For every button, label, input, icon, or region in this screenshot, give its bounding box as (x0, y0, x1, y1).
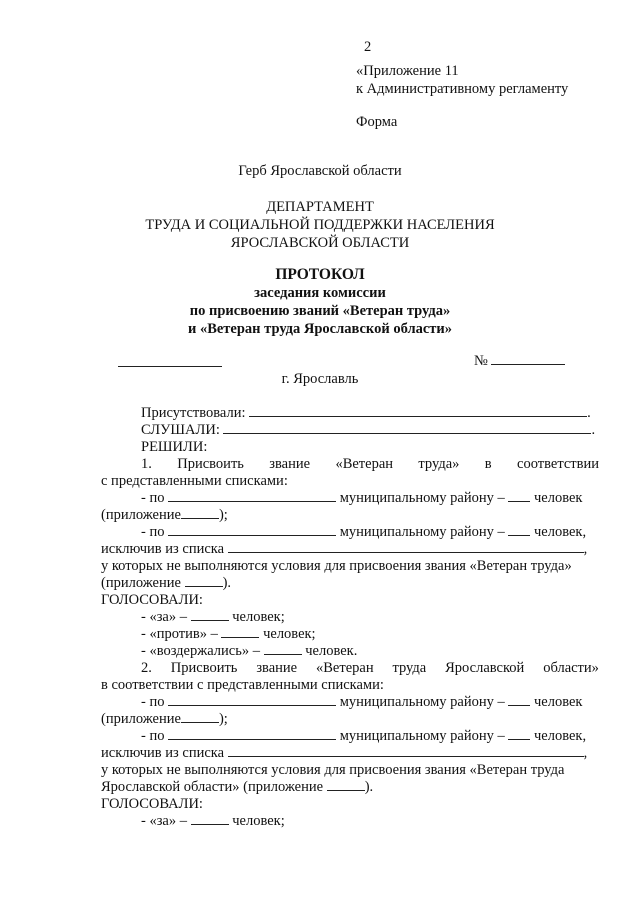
item2-excluding-label: исключив из списка (101, 745, 225, 761)
item1-excluding-field (228, 540, 584, 553)
item2-conditions: у которых не выполняются условия для присвоения звания «Ветеран труда (101, 762, 565, 778)
item1-num: 1. (141, 456, 152, 472)
department-line-2: ТРУДА И СОЦИАЛЬНОЙ ПОДДЕРЖКИ НАСЕЛЕНИЯ (145, 217, 495, 233)
item2-word6: области» (543, 660, 599, 676)
voted1-abstain-field (264, 642, 302, 655)
voted1-against-row (141, 625, 316, 643)
emblem-caption: Герб Ярославской области (238, 163, 402, 179)
voted2-for-field (191, 812, 229, 825)
item2-district2-row (141, 727, 586, 745)
voted1-against-field (221, 625, 259, 638)
protocol-number (474, 352, 565, 370)
voted2-title: ГОЛОСОВАЛИ: (101, 796, 203, 812)
voted1-abstain-people: человек. (305, 643, 358, 659)
protocol-subtitle-3: и «Ветеран труда Ярославской области» (187, 321, 453, 337)
item2-district2-label: муниципальному району – (339, 728, 505, 744)
item1-district2-row (141, 523, 586, 541)
item1-word3: «Ветеран (335, 456, 394, 472)
item1-people1-field (508, 489, 530, 502)
attachment-line-2: к Административному регламенту (356, 81, 569, 97)
item1-district1-row (141, 489, 582, 507)
protocol-subtitle-2: по присвоению званий «Ветеран труда» (189, 303, 451, 319)
voted1-abstain-label: - «воздержались» – (141, 643, 260, 659)
item2-people1-label: человек (533, 694, 583, 710)
item1-district1-label: муниципальному району – (339, 490, 505, 506)
item2-word2: звание (256, 660, 298, 676)
item1-people2-field (508, 523, 530, 536)
item1-appendix-row (101, 506, 228, 524)
item2-people2-field (508, 727, 530, 740)
item2-district1-label: муниципальному району – (339, 694, 505, 710)
voted1-for-row (141, 608, 285, 626)
item2-appendix-open: (приложение (101, 711, 181, 727)
heard-field (223, 421, 591, 434)
item1-appendix-field (181, 506, 219, 519)
item1-word1: Присвоить (177, 456, 244, 472)
item2-people1-field (508, 693, 530, 706)
item2-word1: Присвоить (170, 660, 238, 676)
item2-district2-field (168, 727, 336, 740)
item2-excluding-row: исключив из списка , (101, 745, 588, 761)
page-number: 2 (364, 39, 372, 55)
attachment-line-1: «Приложение 11 (356, 63, 459, 79)
item2-line1 (141, 659, 599, 677)
item2-conditions-row2 (101, 778, 373, 796)
item2-appendix-row (101, 710, 228, 728)
item2-conditions2-open: Ярославской области» (приложение (101, 779, 324, 795)
voted1-against-people: человек; (263, 626, 316, 642)
form-label: Форма (356, 114, 398, 130)
present-field (249, 404, 587, 417)
item2-word5: Ярославской (445, 660, 525, 676)
voted2-for-people: человек; (232, 813, 285, 829)
voted1-against-label: - «против» – (141, 626, 218, 642)
item1-district2-field (168, 523, 336, 536)
item1-people2-label: человек, (533, 524, 587, 540)
item1-district2-label: муниципальному району – (339, 524, 505, 540)
item2-district1-field (168, 693, 336, 706)
heard-label: СЛУШАЛИ: (141, 422, 220, 438)
item1-conditions: у которых не выполняются условия для присвоения звания «Ветеран труда» (101, 558, 572, 574)
voted1-for-people: человек; (232, 609, 285, 625)
number-field (491, 352, 565, 365)
item1-by2: - по (141, 524, 165, 540)
item2-line2: в соответствии с представленными списками: (101, 677, 384, 693)
item1-people1-label: человек (533, 490, 583, 506)
heard-row: СЛУШАЛИ: . (141, 422, 596, 438)
item1-appendix2-open: (приложение (101, 575, 181, 591)
item1-word2: звание (269, 456, 311, 472)
decided-label: РЕШИЛИ: (141, 439, 208, 455)
voted2-for-label: - «за» – (141, 813, 187, 829)
item1-excluding-row: исключив из списка , (101, 541, 588, 557)
department-line-3: ЯРОСЛАВСКОЙ ОБЛАСТИ (230, 235, 410, 251)
item1-appendix-close: ); (218, 507, 228, 523)
item1-word5: в (484, 456, 492, 472)
department-line-1: ДЕПАРТАМЕНТ (266, 199, 374, 215)
item2-word4: труда (392, 660, 427, 676)
item2-appendix-close: ); (218, 711, 228, 727)
voted1-abstain-row (141, 642, 357, 660)
item1-appendix2-field (185, 574, 223, 587)
item2-conditions2-close: ). (364, 779, 374, 795)
item1-by1: - по (141, 490, 165, 506)
item1-appendix-open: (приложение (101, 507, 181, 523)
item2-num: 2. (141, 660, 152, 676)
present-row: Присутствовали: . (141, 405, 591, 421)
item2-appendix-field (181, 710, 219, 723)
number-sign: № (474, 353, 488, 369)
present-label: Присутствовали: (141, 405, 246, 421)
item1-line2: с представленными списками: (101, 473, 288, 489)
city: г. Ярославль (281, 371, 359, 387)
item1-appendix2-row (101, 574, 231, 592)
voted2-for-row (141, 812, 285, 830)
protocol-subtitle-1: заседания комиссии (254, 285, 386, 301)
voted1-for-label: - «за» – (141, 609, 187, 625)
item1-word4: труда» (418, 456, 460, 472)
item2-by2: - по (141, 728, 165, 744)
item2-district1-row (141, 693, 582, 711)
voted1-title: ГОЛОСОВАЛИ: (101, 592, 203, 608)
item1-line1 (141, 455, 599, 473)
item2-excluding-field (228, 744, 584, 757)
item2-appendix2-field (327, 778, 365, 791)
item1-appendix2-close: ). (222, 575, 232, 591)
voted1-for-field (191, 608, 229, 621)
item1-word6: соответствии (517, 456, 599, 472)
item1-district1-field (168, 489, 336, 502)
item1-excluding-label: исключив из списка (101, 541, 225, 557)
item2-word3: «Ветеран (316, 660, 374, 676)
item2-people2-label: человек, (533, 728, 587, 744)
protocol-title: ПРОТОКОЛ (275, 266, 365, 283)
item2-by1: - по (141, 694, 165, 710)
